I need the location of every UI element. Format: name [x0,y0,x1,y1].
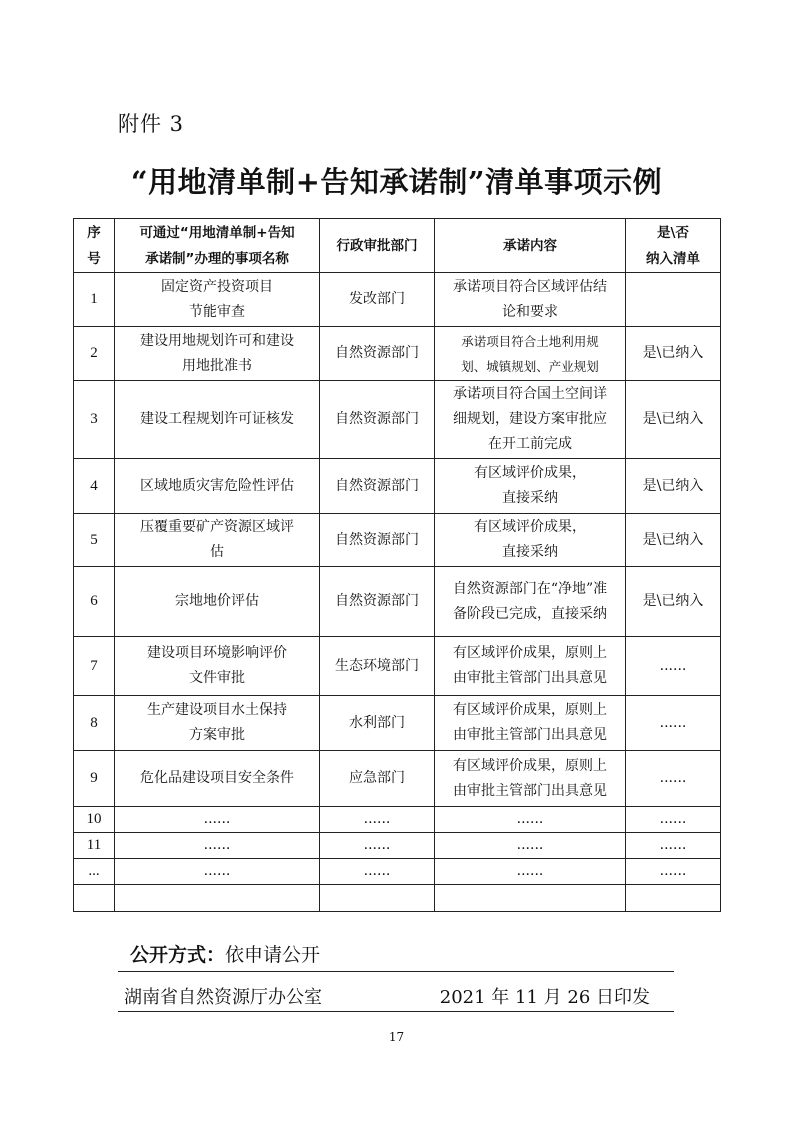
row-content: 有区域评价成果， 直接采纳 [435,459,626,514]
row-listed: 是\已纳入 [626,381,721,459]
row-no: 9 [74,751,115,807]
row-listed [626,273,721,327]
row-item: ...... [115,833,320,859]
row-item: 建设工程规划许可证核发 [115,381,320,459]
row-no: 11 [74,833,115,859]
row-listed: ...... [626,751,721,807]
row-content: 有区域评价成果，原则上 由审批主管部门出具意见 [435,637,626,696]
table-body [74,273,721,912]
table-row [74,327,721,381]
row-content [435,885,626,912]
row-no: ... [74,859,115,885]
table-row [74,567,721,637]
header-dept: 行政审批部门 [320,219,435,273]
row-item: 区域地质灾害危险性评估 [115,459,320,514]
row-no: 5 [74,514,115,567]
table-row [74,751,721,807]
row-item [115,885,320,912]
row-content: ...... [435,807,626,833]
row-listed: ...... [626,637,721,696]
disclosure-line [130,940,320,967]
row-content: 承诺项目符合国土空间详 细规划，建设方案审批应 在开工前完成 [435,381,626,459]
row-dept: 生态环境部门 [320,637,435,696]
row-content: 有区域评价成果， 直接采纳 [435,514,626,567]
document-title: “用地清单制+告知承诺制”清单事项示例 [130,165,663,199]
table-row [74,459,721,514]
table-row [74,381,721,459]
row-dept: ...... [320,859,435,885]
header-content: 承诺内容 [435,219,626,273]
row-no: 1 [74,273,115,327]
issue-date: 2021 年 11 月 26 日印发 [439,987,650,1008]
row-listed: ...... [626,696,721,751]
table-header [74,219,721,273]
row-no: 3 [74,381,115,459]
row-no: 2 [74,327,115,381]
row-listed: ...... [626,859,721,885]
table-row [74,859,721,885]
header-listed: 是\否 纳入清单 [626,219,721,273]
row-item: 固定资产投资项目 节能审查 [115,273,320,327]
row-content: 承诺项目符合区域评估结 论和要求 [435,273,626,327]
row-listed: ...... [626,807,721,833]
row-content: 有区域评价成果，原则上 由审批主管部门出具意见 [435,696,626,751]
row-no: 4 [74,459,115,514]
row-no: 8 [74,696,115,751]
row-no: 7 [74,637,115,696]
table-row [74,885,721,912]
footer-rule-bottom [118,1011,674,1012]
row-listed: 是\已纳入 [626,567,721,637]
row-content: ...... [435,833,626,859]
row-dept: 自然资源部门 [320,459,435,514]
row-dept: ...... [320,807,435,833]
row-item: 危化品建设项目安全条件 [115,751,320,807]
row-content: 承诺项目符合土地利用规 划、城镇规划、产业规划 [435,327,626,381]
items-table [73,218,721,912]
row-content: 有区域评价成果，原则上 由审批主管部门出具意见 [435,751,626,807]
header-item: 可通过“用地清单制+告知 承诺制”办理的事项名称 [115,219,320,273]
row-dept: 自然资源部门 [320,567,435,637]
issuer: 湖南省自然资源厅办公室 [124,987,322,1008]
row-content: ...... [435,859,626,885]
row-item: ...... [115,807,320,833]
row-dept: 水利部门 [320,696,435,751]
disclosure-value: 依申请公开 [225,944,321,966]
row-listed: 是\已纳入 [626,327,721,381]
table-row [74,833,721,859]
header-no: 序 号 [74,219,115,273]
table-row [74,696,721,751]
row-item: 生产建设项目水土保持 方案审批 [115,696,320,751]
attachment-label: 附件 3 [118,112,185,136]
row-dept [320,885,435,912]
row-dept: 发改部门 [320,273,435,327]
row-no [74,885,115,912]
table-row [74,514,721,567]
row-listed: 是\已纳入 [626,459,721,514]
row-content: 自然资源部门在“净地”准 备阶段已完成，直接采纳 [435,567,626,637]
row-item: 建设项目环境影响评价 文件审批 [115,637,320,696]
table-row [74,273,721,327]
row-item: 宗地地价评估 [115,567,320,637]
row-no: 10 [74,807,115,833]
row-dept: 自然资源部门 [320,514,435,567]
row-item: 压覆重要矿产资源区域评 估 [115,514,320,567]
row-dept: 自然资源部门 [320,327,435,381]
row-listed: ...... [626,833,721,859]
page-number: 17 [388,1030,405,1044]
disclosure-label: 公开方式： [130,944,226,966]
row-dept: 应急部门 [320,751,435,807]
table-row [74,637,721,696]
row-item: 建设用地规划许可和建设 用地批准书 [115,327,320,381]
row-dept: ...... [320,833,435,859]
row-dept: 自然资源部门 [320,381,435,459]
row-item: ...... [115,859,320,885]
table-row [74,807,721,833]
row-listed [626,885,721,912]
row-no: 6 [74,567,115,637]
footer-rule-top [118,971,674,972]
row-listed: 是\已纳入 [626,514,721,567]
